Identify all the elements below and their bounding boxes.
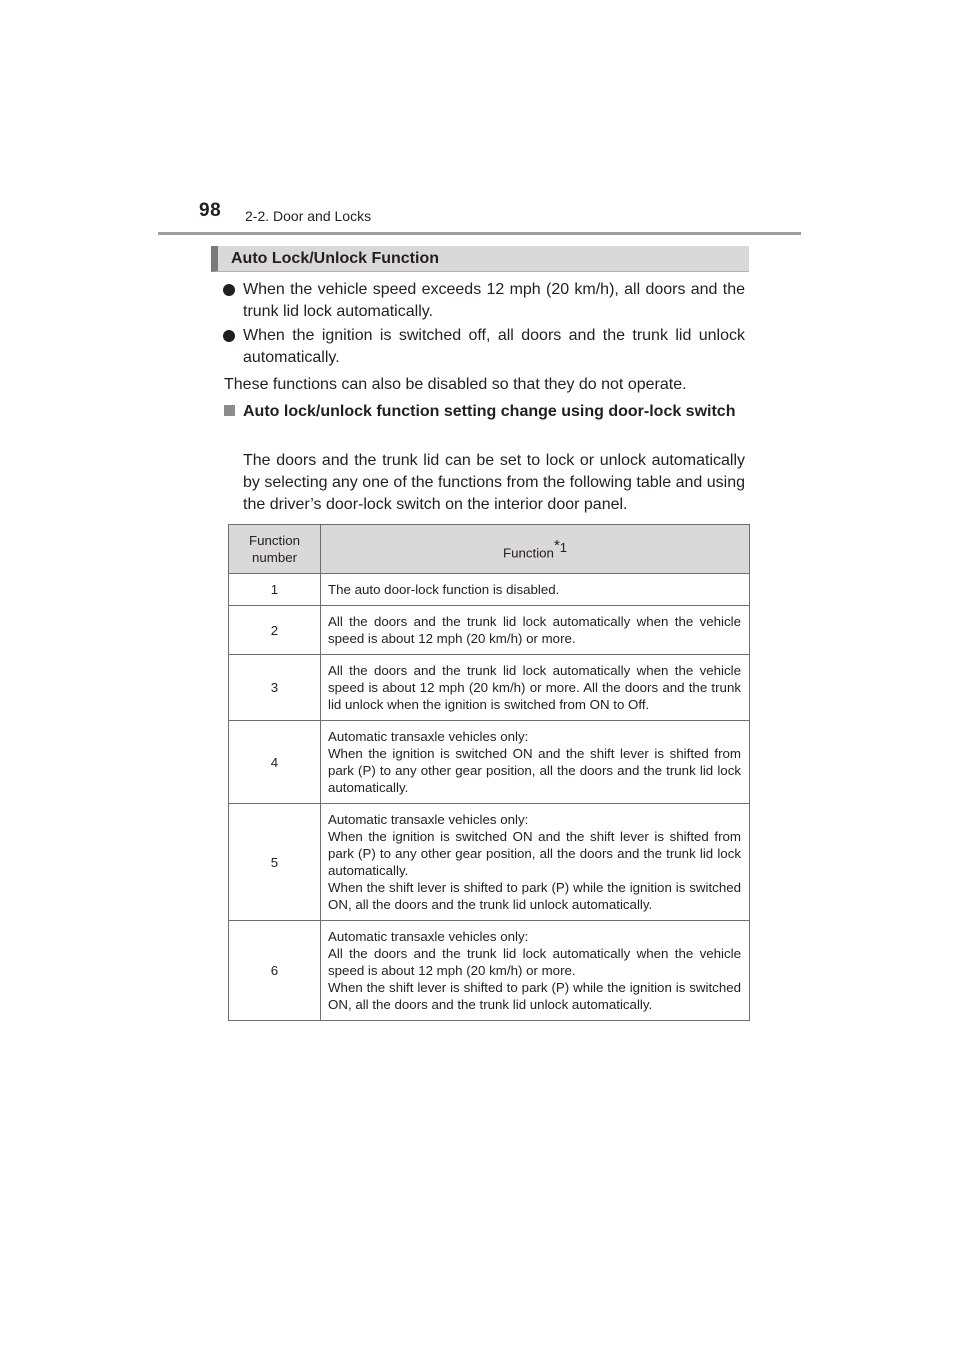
bullet-dot-icon bbox=[223, 330, 235, 342]
function-description-line: All the doors and the trunk lid lock automatically when the vehicle speed is about 12 mph (20 km/h) or more. bbox=[328, 614, 741, 646]
function-description-line: The auto door-lock function is disabled. bbox=[328, 582, 560, 597]
header-function-label: Function bbox=[502, 545, 554, 561]
page-header bbox=[0, 0, 960, 240]
function-description-cell bbox=[321, 804, 750, 921]
header-function bbox=[321, 525, 750, 574]
square-bullet-icon bbox=[224, 405, 235, 416]
function-description-cell bbox=[321, 921, 750, 1021]
header-function-number-label: Function number bbox=[249, 533, 300, 565]
section-label: 2-2. Door and Locks bbox=[245, 208, 372, 224]
function-description-line: All the doors and the trunk lid lock automatically when the vehicle speed is about 12 mph (20 km/h) or more. bbox=[328, 946, 741, 978]
footnote-marker: *1 bbox=[553, 536, 568, 555]
section-title: Auto Lock/Unlock Function bbox=[231, 250, 439, 267]
bullet-dot-icon bbox=[223, 284, 235, 296]
table-row bbox=[229, 574, 750, 606]
subsection-paragraph: The doors and the trunk lid can be set to lock or unlock automatically by selecting any one of the functions from the following table and using the driver’s door-lock switch on the interior door panel. bbox=[243, 452, 745, 513]
header-rule bbox=[158, 232, 801, 235]
function-description-cell bbox=[321, 574, 750, 606]
table-row bbox=[229, 606, 750, 655]
function-number-cell: 6 bbox=[229, 921, 321, 1021]
section-title-bar bbox=[211, 246, 749, 272]
function-number-cell: 5 bbox=[229, 804, 321, 921]
function-description-line: Automatic transaxle vehicles only: bbox=[328, 729, 529, 744]
bullet-item-ignition-off: When the ignition is switched off, all doors and the trunk lid unlock automatically. bbox=[243, 327, 745, 366]
function-number-cell: 4 bbox=[229, 721, 321, 804]
function-description-cell bbox=[321, 721, 750, 804]
function-description-line: When the ignition is switched ON and the shift lever is shifted from park (P) to any other gear position, all the doors and the trunk lid lock automatically. bbox=[328, 829, 741, 878]
table-header-row bbox=[229, 525, 750, 574]
function-description-line: When the ignition is switched ON and the shift lever is shifted from park (P) to any other gear position, all the doors and the trunk lid lock automatically. bbox=[328, 746, 741, 795]
function-description-line: Automatic transaxle vehicles only: bbox=[328, 812, 529, 827]
table-row bbox=[229, 921, 750, 1021]
function-description-line: Automatic transaxle vehicles only: bbox=[328, 929, 529, 944]
table-body bbox=[229, 574, 750, 1021]
function-number-cell: 2 bbox=[229, 606, 321, 655]
table-row bbox=[229, 804, 750, 921]
table-row bbox=[229, 655, 750, 721]
function-number-cell: 3 bbox=[229, 655, 321, 721]
header-function-number bbox=[229, 525, 321, 574]
intro-paragraph: These functions can also be disabled so that they do not operate. bbox=[224, 376, 687, 393]
bullet-item-vehicle-speed: When the vehicle speed exceeds 12 mph (20 km/h), all doors and the trunk lid lock automatically. bbox=[243, 281, 745, 320]
function-description-cell bbox=[321, 655, 750, 721]
subsection-heading: Auto lock/unlock function setting change using door-lock switch bbox=[243, 403, 736, 420]
function-description-cell bbox=[321, 606, 750, 655]
function-description-line: When the shift lever is shifted to park (P) while the ignition is switched ON, all the doors and the trunk lid unlock automatically. bbox=[328, 980, 741, 1012]
function-description-line: All the doors and the trunk lid lock automatically when the vehicle speed is about 12 mph (20 km/h) or more. All the doors and the trunk lid unlock when the ignition is switched from ON to Off. bbox=[328, 663, 741, 712]
table-row bbox=[229, 721, 750, 804]
page-number: 98 bbox=[199, 200, 222, 221]
function-table bbox=[228, 524, 750, 1021]
function-description-line: When the shift lever is shifted to park (P) while the ignition is switched ON, all the doors and the trunk lid unlock automatically. bbox=[328, 880, 741, 912]
function-number-cell: 1 bbox=[229, 574, 321, 606]
